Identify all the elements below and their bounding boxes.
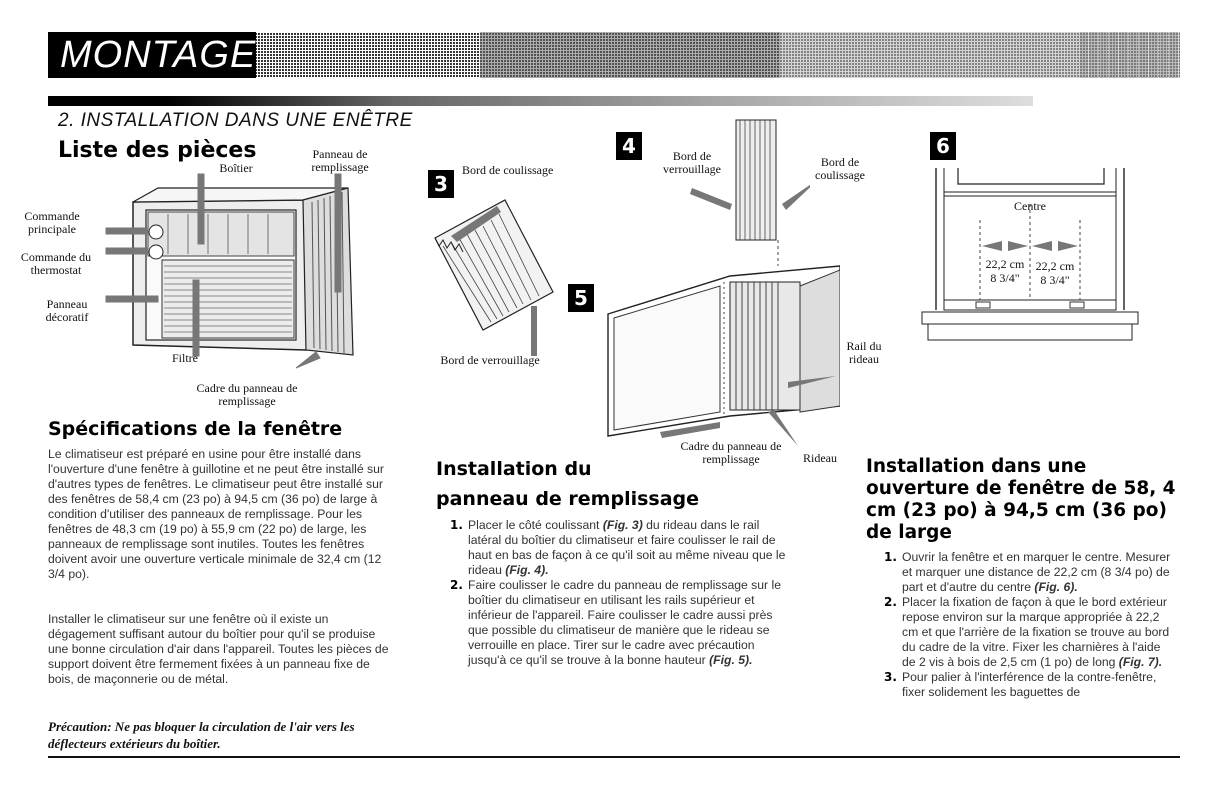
fig4-label-left: Bord de verrouillage bbox=[663, 149, 721, 176]
step-ref: (Fig. 6). bbox=[1034, 580, 1078, 594]
fig3-label-top: Bord de coulissage bbox=[462, 163, 554, 177]
specs-paragraph-1: Le climatiseur est préparé en usine pour être installé dans l'ouverture d'une fenêtre à guillotine et ne peut être installé sur d'autres types de fenêtres. Le climatiseur peut être installé sur des fenêtres de 58,4 cm (23 po) à 94,5 cm (36 po) de large à condition d'utiliser des panneaux de remplissage. Pour les fenêtres de 48,3 cm (19 po) à 55,9 cm (22 po) de large, les panneaux de remplissage sont inutiles. Toutes les fenêtres doivent avoir une ouverture verticale minimale de 32,4 cm (12 3/4 po). bbox=[48, 447, 384, 581]
fig5-label-rail: Rail du rideau bbox=[846, 339, 882, 366]
step-number: 3. bbox=[884, 670, 897, 684]
label-cadre-panneau: Cadre du panneau de remplissage bbox=[196, 381, 298, 408]
fig5-label-rideau: Rideau bbox=[803, 451, 837, 465]
install-window-step bbox=[884, 595, 1176, 670]
install-panel-heading-2: panneau de remplissage bbox=[436, 488, 700, 510]
fig3-curtain bbox=[425, 186, 575, 356]
specs-paragraph-2: Installer le climatiseur sur une fenêtre où il existe un dégagement suffisant autour du boîtier pour qu'il se produise une bonne circulation d'air dans l'appareil. Toutes les pièces de support doivent être fermement fixées à un panneau fixe de bois, de maçonnerie ou de métal. bbox=[48, 612, 389, 686]
fig5-frame bbox=[600, 256, 840, 456]
step-text: Pour palier à l'interférence de la contre-fenêtre, fixer solidement les baguettes de bbox=[902, 670, 1157, 699]
step-text-2: du rideau dans le rail latéral du boîtier du climatiseur et faire coulisser le rail de haut en bas de façon à ce qu'il soit au même niveau que le rideau bbox=[468, 518, 786, 577]
step-ref-2: (Fig. 4). bbox=[505, 563, 549, 577]
label-commande-principale: Commande principale bbox=[24, 209, 80, 236]
bottom-rule bbox=[48, 756, 1180, 758]
step-text: Placer le côté coulissant bbox=[468, 518, 603, 532]
fig4-number: 4 bbox=[616, 132, 642, 160]
fig6-dist-cm-right: 22,2 cm bbox=[1035, 259, 1075, 273]
install-window-steps bbox=[884, 550, 1176, 700]
section-title: 2. INSTALLATION DANS UNE ENÊTRE bbox=[58, 110, 413, 131]
fig6-dist-in-right: 8 3/4" bbox=[1040, 273, 1070, 287]
step-number: 1. bbox=[450, 518, 463, 532]
fig6-dist-cm-left: 22,2 cm bbox=[985, 257, 1025, 271]
fig6-number: 6 bbox=[930, 132, 956, 160]
install-panel-heading-1: Installation du bbox=[436, 458, 592, 480]
install-panel-steps bbox=[450, 518, 790, 668]
step-ref: (Fig. 7). bbox=[1118, 655, 1163, 669]
fig3-number: 3 bbox=[428, 170, 454, 198]
fig6-label-centre: Centre bbox=[1014, 199, 1046, 213]
install-window-heading: Installation dans une ouverture de fenêtre de 58, 4 cm (23 po) à 94,5 cm (36 po) de large bbox=[866, 456, 1176, 543]
fig4-curtain bbox=[660, 118, 810, 268]
step-ref: (Fig. 5). bbox=[709, 653, 753, 667]
fig4-label-right: Bord de coulissage bbox=[815, 155, 865, 182]
specs-heading: Spécifications de la fenêtre bbox=[48, 418, 343, 440]
install-window-step bbox=[884, 550, 1176, 595]
step-text: Faire coulisser le cadre du panneau de remplissage sur le boîtier du climatiseur en utilisant les rails supérieur et inférieur de l'appareil. Faire coulisser le cadre aussi près que possible du climatiseur de manière que le rideau se verrouille en place. Tirer sur le cadre avec précaution jusqu'à ce qu'il se trouve à la bonne hauteur bbox=[468, 578, 781, 667]
fig6-dist-in-left: 8 3/4" bbox=[990, 271, 1020, 285]
header-rule bbox=[48, 96, 1033, 106]
caution-note: Précaution: Ne pas bloquer la circulation de l'air vers les déflecteurs extérieurs du boîtier. bbox=[48, 719, 355, 751]
banner-title: MONTAGE bbox=[48, 32, 256, 78]
label-commande-thermostat: Commande du thermostat bbox=[20, 250, 92, 277]
step-text: Placer la fixation de façon à que le bord extérieur repose environ sur la marque appropriée à 22,2 cm et que l'arrière de la fixation se trouve au bord du cadre de la vitre. Fixer les charnières à l'aide de 2 vis à bois de 2,5 cm (1 po) de long bbox=[902, 595, 1170, 669]
step-ref: (Fig. 3) bbox=[602, 518, 643, 532]
install-panel-step bbox=[450, 578, 790, 668]
step-number: 2. bbox=[450, 578, 463, 592]
label-panneau-remplissage: Panneau de remplissage bbox=[311, 147, 369, 174]
parts-list-heading: Liste des pièces bbox=[58, 138, 257, 163]
step-number: 2. bbox=[884, 595, 897, 609]
label-boitier: Boîtier bbox=[219, 161, 253, 175]
fig5-number: 5 bbox=[568, 284, 594, 312]
parts-figure bbox=[48, 140, 388, 420]
step-number: 1. bbox=[884, 550, 897, 564]
step-text: Ouvrir la fenêtre et en marquer le centre. Mesurer et marquer une distance de 22,2 cm (8 3/4 po) de part et d'autre du centre bbox=[902, 550, 1171, 594]
label-filtre: Filtre bbox=[172, 351, 198, 365]
label-panneau-decoratif: Panneau décoratif bbox=[45, 297, 89, 324]
fig3-label-bottom: Bord de verrouillage bbox=[440, 353, 540, 367]
install-window-step bbox=[884, 670, 1176, 700]
fig6-window bbox=[910, 140, 1170, 350]
fig5-label-cadre: Cadre du panneau de remplissage bbox=[680, 439, 782, 466]
install-panel-step bbox=[450, 518, 790, 578]
